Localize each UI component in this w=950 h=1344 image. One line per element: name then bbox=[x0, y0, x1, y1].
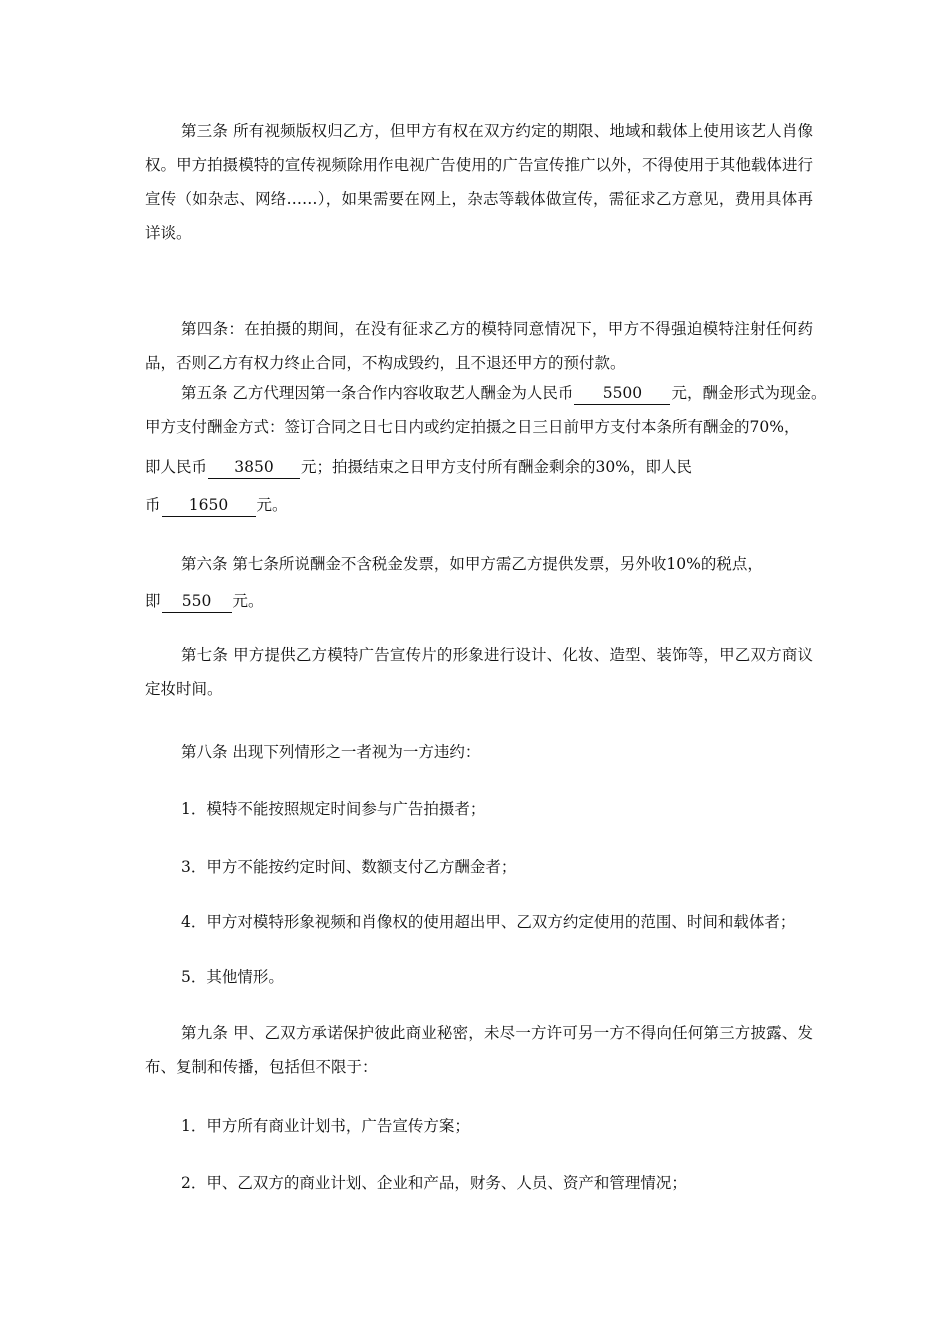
article-5-text-2: 元，酬金形式为现金。 bbox=[671, 384, 827, 402]
amount-total: 5500 bbox=[574, 382, 670, 405]
article-5-line-2: 甲方支付酬金方式：签订合同之日七日内或约定拍摄之日三日前甲方支付本条所有酬金的70%， bbox=[145, 418, 800, 436]
article-6-line-2 bbox=[145, 584, 264, 618]
article-9-item: 2．甲、乙双方的商业计划、企业和产品，财务、人员、资产和管理情况； bbox=[181, 1174, 687, 1192]
article-9-item: 1．甲方所有商业计划书，广告宣传方案； bbox=[181, 1117, 470, 1135]
amount-first: 3850 bbox=[208, 456, 300, 479]
article-6-text-2: 元。 bbox=[232, 592, 264, 610]
amount-tax: 550 bbox=[162, 590, 232, 613]
article-5-line-3 bbox=[145, 450, 692, 484]
article-5-text-5: 币 bbox=[145, 496, 161, 514]
article-8-item: 5．其他情形。 bbox=[181, 968, 284, 986]
article-3: 第三条 所有视频版权归乙方，但甲方有权在双方约定的期限、地域和载体上使用该艺人肖像权。甲方拍摄模特的宣传视频除用作电视广告使用的广告宣传推广以外，不得使用于其他载体进行宣传（如杂志、网络……），如果需要在网上，杂志等载体做宣传，需征求乙方意见，费用具体再详谈。 bbox=[145, 122, 813, 242]
article-9-heading: 第九条 甲、乙双方承诺保护彼此商业秘密，未尽一方许可另一方不得向任何第三方披露、发布、复制和传播，包括但不限于： bbox=[145, 1024, 813, 1076]
amount-rest: 1650 bbox=[162, 494, 256, 517]
article-8-item: 1．模特不能按照规定时间参与广告拍摄者； bbox=[181, 800, 486, 818]
article-5-text-1: 第五条 乙方代理因第一条合作内容收取艺人酬金为人民币 bbox=[181, 384, 574, 402]
article-5-line-4 bbox=[145, 488, 288, 522]
article-6-line-1: 第六条 第七条所说酬金不含税金发票，如甲方需乙方提供发票，另外收10%的税点， bbox=[181, 555, 763, 573]
article-5-text-4: 元；拍摄结束之日甲方支付所有酬金剩余的30%，即人民 bbox=[301, 458, 692, 476]
article-5-text-3: 即人民币 bbox=[145, 458, 208, 476]
article-8-item: 4．甲方对模特形象视频和肖像权的使用超出甲、乙双方约定使用的范围、时间和载体者； bbox=[181, 913, 796, 931]
article-5-line-1 bbox=[181, 376, 826, 410]
article-8-heading: 第八条 出现下列情形之一者视为一方违约： bbox=[181, 743, 481, 761]
article-8-item: 3．甲方不能按约定时间、数额支付乙方酬金者； bbox=[181, 858, 517, 876]
article-4: 第四条：在拍摄的期间，在没有征求乙方的模特同意情况下，甲方不得强迫模特注射任何药品，否则乙方有权力终止合同，不构成毁约，且不退还甲方的预付款。 bbox=[145, 320, 813, 372]
article-7: 第七条 甲方提供乙方模特广告宣传片的形象进行设计、化妆、造型、装饰等，甲乙双方商议定妆时间。 bbox=[145, 646, 813, 698]
article-5-text-6: 元。 bbox=[256, 496, 288, 514]
article-6-text-1: 即 bbox=[145, 592, 161, 610]
